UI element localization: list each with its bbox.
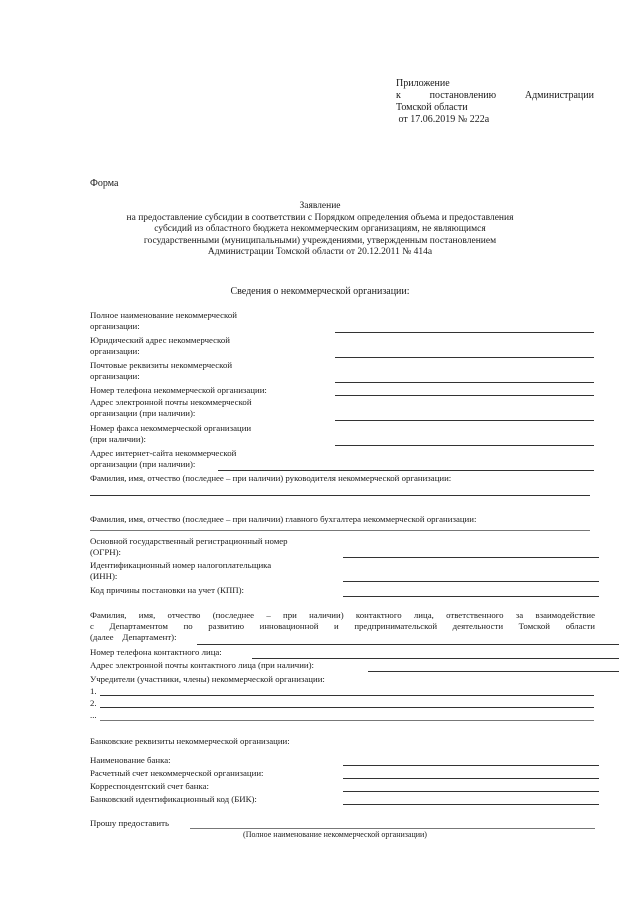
form-label: Форма bbox=[90, 178, 119, 189]
reg-field-ogrn bbox=[90, 536, 288, 558]
field-label: Адрес интернет-сайта некоммерческой bbox=[90, 448, 237, 458]
founders-title: Учредители (участники, члены) некоммерческой организации: bbox=[90, 674, 325, 684]
founders-item: ... bbox=[90, 710, 97, 720]
appendix-line-2 bbox=[396, 90, 594, 102]
bank-field-corr-account: Корреспондентский счет банка: bbox=[90, 781, 209, 791]
contact-paragraph-line: (далее Департамент): bbox=[90, 632, 177, 642]
title-line: Администрации Томской области от 20.12.2011 № 414а bbox=[207, 247, 433, 257]
founders-item-line[interactable] bbox=[100, 695, 594, 696]
bank-field-bank-name-line[interactable] bbox=[343, 765, 599, 766]
contact-email-label: Адрес электронной почты контактного лица (при наличии): bbox=[90, 660, 314, 670]
title-line: государственными (муниципальными) учреждениями, утвержденным постановлением bbox=[143, 235, 497, 246]
field-label: Номер факса некоммерческой организации bbox=[90, 423, 252, 433]
org-field-phone bbox=[90, 385, 267, 396]
bank-field-account: Расчетный счет некоммерческой организации: bbox=[90, 768, 264, 778]
reg-field-kpp bbox=[90, 585, 244, 596]
founders-item-line[interactable] bbox=[100, 707, 594, 708]
org-field-email bbox=[90, 397, 252, 419]
field-label: Адрес электронной почты некоммерческой bbox=[90, 397, 252, 407]
field-label: организации (при наличии): bbox=[90, 459, 196, 469]
title-line: на предоставление субсидии в соответствии с Порядком определения объема и предоставления bbox=[126, 212, 514, 223]
bank-field-bank-name: Наименование банка: bbox=[90, 755, 171, 765]
contact-fio-line[interactable] bbox=[197, 644, 619, 645]
reg-field-kpp-line[interactable] bbox=[343, 596, 599, 597]
org-field-fax bbox=[90, 423, 251, 445]
org-field-legal-address-line[interactable] bbox=[335, 357, 594, 358]
appendix-line-1: Приложение bbox=[396, 78, 450, 89]
founders-item: 1. bbox=[90, 686, 97, 696]
bank-field-account-line[interactable] bbox=[343, 778, 599, 779]
reg-field-ogrn-line[interactable] bbox=[343, 557, 599, 558]
org-field-postal bbox=[90, 360, 232, 382]
bank-field-corr-account-line[interactable] bbox=[343, 791, 599, 792]
field-label: Почтовые реквизиты некоммерческой bbox=[90, 360, 233, 370]
appendix-line-3: Томской области bbox=[396, 102, 468, 113]
founders-item-line[interactable] bbox=[100, 720, 594, 721]
contact-paragraph bbox=[90, 610, 595, 643]
contact-phone-line[interactable] bbox=[252, 658, 619, 659]
field-label: Юридический адрес некоммерческой bbox=[90, 335, 230, 345]
org-field-full-name-line[interactable] bbox=[335, 332, 594, 333]
field-label: Полное наименование некоммерческой bbox=[90, 310, 237, 320]
request-caption: (Полное наименование некоммерческой организации) bbox=[243, 830, 427, 839]
title-block bbox=[60, 201, 580, 259]
appendix-block bbox=[396, 78, 594, 126]
field-label: Основной государственный регистрационный номер bbox=[90, 536, 288, 546]
bank-field-bik: Банковский идентификационный код (БИК): bbox=[90, 794, 257, 804]
request-line[interactable] bbox=[190, 828, 595, 829]
org-field-fax-line[interactable] bbox=[335, 445, 594, 446]
field-label: Номер телефона некоммерческой организации: bbox=[90, 385, 267, 395]
head-fio-line[interactable] bbox=[90, 495, 590, 496]
org-field-phone-line[interactable] bbox=[335, 395, 594, 396]
field-label: (ИНН): bbox=[90, 571, 118, 581]
field-label: организации: bbox=[90, 346, 140, 356]
org-field-full-name bbox=[90, 310, 237, 332]
field-label: Идентификационный номер налогоплательщика bbox=[90, 560, 272, 570]
head-fio-label: Фамилия, имя, отчество (последнее – при наличии) руководителя некоммерческой организации: bbox=[90, 473, 452, 483]
org-field-email-line[interactable] bbox=[335, 420, 594, 421]
org-field-postal-line[interactable] bbox=[335, 382, 594, 383]
field-label: (ОГРН): bbox=[90, 547, 121, 557]
reg-field-inn-line[interactable] bbox=[343, 581, 599, 582]
reg-field-inn bbox=[90, 560, 271, 582]
org-section-title: Сведения о некоммерческой организации: bbox=[230, 286, 410, 297]
field-label: организации: bbox=[90, 371, 140, 381]
field-label: Код причины постановки на учет (КПП): bbox=[90, 585, 244, 595]
appendix-word: к bbox=[396, 90, 401, 101]
appendix-line-4: от 17.06.2019 № 222а bbox=[396, 114, 490, 125]
title-line: субсидий из областного бюджета некоммерческим организациям, не являющимся bbox=[154, 224, 486, 234]
founders-item: 2. bbox=[90, 698, 97, 708]
contact-phone-label: Номер телефона контактного лица: bbox=[90, 647, 222, 657]
accountant-fio-label: Фамилия, имя, отчество (последнее – при наличии) главного бухгалтера некоммерческой организации: bbox=[90, 514, 477, 524]
bank-section-title: Банковские реквизиты некоммерческой организации: bbox=[90, 736, 290, 746]
request-label: Прошу предоставить bbox=[90, 818, 169, 828]
contact-paragraph-line: Фамилия, имя, отчество (последнее – при наличии) контактного лица, ответственного за взаимодействие bbox=[90, 610, 595, 620]
accountant-fio-line[interactable] bbox=[90, 530, 590, 531]
appendix-word: постановлению bbox=[429, 90, 497, 101]
org-field-website bbox=[90, 448, 236, 470]
contact-email-line[interactable] bbox=[368, 671, 619, 672]
field-label: организации: bbox=[90, 321, 140, 331]
field-label: организации (при наличии): bbox=[90, 408, 196, 418]
field-label: (при наличии): bbox=[90, 434, 146, 444]
appendix-word: Администрации bbox=[524, 90, 594, 101]
org-field-website-line[interactable] bbox=[218, 470, 594, 471]
contact-paragraph-line: с Департаментом по развитию инновационной и предпринимательской деятельности Томской области bbox=[90, 621, 595, 631]
bank-field-bik-line[interactable] bbox=[343, 804, 599, 805]
title-heading: Заявление bbox=[299, 201, 341, 211]
org-field-legal-address bbox=[90, 335, 230, 357]
